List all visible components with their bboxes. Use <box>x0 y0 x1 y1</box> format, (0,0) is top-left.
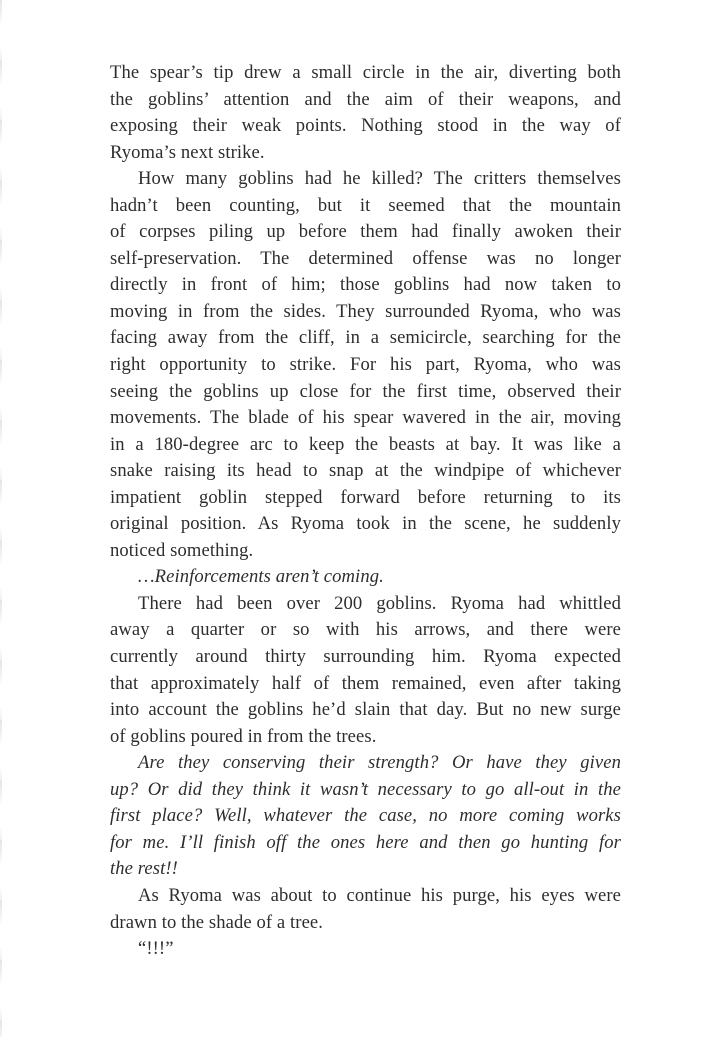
text-line: directly in front of him; those goblins had now taken to <box>110 274 621 296</box>
text-line: The spear’s tip drew a small circle in the air, diverting both <box>110 62 621 83</box>
text-line: self-preservation. The determined offense was no longer <box>110 247 621 269</box>
text-line: hadn’t been counting, but it seemed that the mountain <box>110 194 621 216</box>
text-line: “!!!” <box>138 938 174 960</box>
paragraph <box>110 936 621 963</box>
text-line: of corpses piling up before them had finally awoken their <box>110 221 621 243</box>
page-edge-scan-artifact <box>0 0 2 1037</box>
paragraph <box>110 166 621 564</box>
text-line: into account the goblins he’d slain that day. But no new surge <box>110 699 621 721</box>
text-line: Ryoma’s next strike. <box>110 141 265 163</box>
text-line: right opportunity to strike. For his part, Ryoma, who was <box>110 354 621 376</box>
text-line: exposing their weak points. Nothing stood in the way of <box>110 115 621 137</box>
text-line: away a quarter or so with his arrows, and there were <box>110 619 621 641</box>
text-line: movements. The blade of his spear wavered in the air, moving <box>110 407 621 429</box>
text-line: drawn to the shade of a tree. <box>110 911 324 933</box>
paragraph <box>110 60 621 166</box>
text-line: of goblins poured in from the trees. <box>110 725 377 747</box>
text-line: in a 180-degree arc to keep the beasts at bay. It was like a <box>110 433 621 455</box>
text-line: impatient goblin stepped forward before returning to its <box>110 486 621 508</box>
text-line: snake raising its head to snap at the windpipe of whichever <box>110 460 621 482</box>
text-line: …Reinforcements aren’t coming. <box>138 566 384 588</box>
text-line: noticed something. <box>110 539 254 561</box>
text-line: seeing the goblins up close for the first time, observed their <box>110 380 621 402</box>
text-line: the goblins’ attention and the aim of their weapons, and <box>110 88 621 110</box>
text-line: As Ryoma was about to continue his purge, his eyes were <box>138 884 621 906</box>
paragraph <box>110 883 621 936</box>
body-text <box>110 60 621 963</box>
text-line: currently around thirty surrounding him. Ryoma expected <box>110 646 621 668</box>
text-line: the rest!! <box>110 858 178 880</box>
paragraph <box>110 750 621 883</box>
text-line: first place? Well, whatever the case, no more coming works <box>110 805 621 827</box>
text-line: that approximately half of them remained, even after taking <box>110 672 621 694</box>
text-line: There had been over 200 goblins. Ryoma had whittled <box>138 592 621 614</box>
text-line: original position. As Ryoma took in the scene, he suddenly <box>110 513 621 535</box>
text-line: Are they conserving their strength? Or have they given <box>138 752 621 774</box>
text-line: for me. I’ll finish off the ones here and then go hunting for <box>110 831 621 853</box>
text-line: moving in from the sides. They surrounded Ryoma, who was <box>110 300 621 322</box>
text-line: facing away from the cliff, in a semicircle, searching for the <box>110 327 621 349</box>
paragraph <box>110 564 621 591</box>
paragraph <box>110 591 621 750</box>
text-line: How many goblins had he killed? The critters themselves <box>138 168 621 190</box>
text-line: up? Or did they think it wasn’t necessary to go all-out in the <box>110 778 621 800</box>
